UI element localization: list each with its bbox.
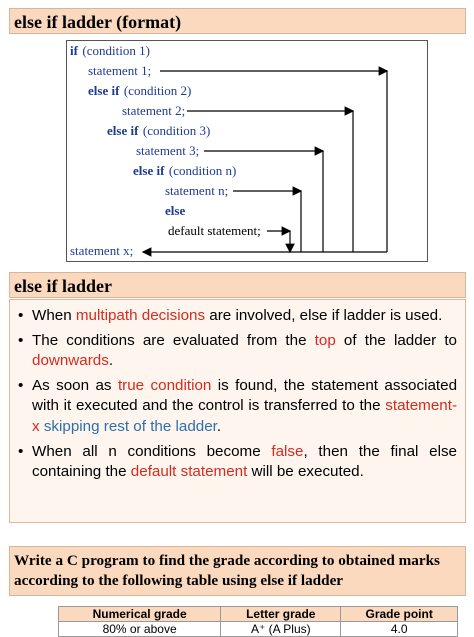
ladder-diagram — [66, 40, 428, 262]
bullet-text: . — [108, 352, 114, 370]
bullet-item — [16, 331, 457, 372]
svg-text:if (condition 1) — [70, 42, 150, 59]
bullet-text: downwards — [32, 352, 109, 370]
bullet-text: . — [216, 417, 222, 435]
bullet-text: statement-x — [32, 397, 457, 435]
statement-n: statement n; — [165, 183, 229, 198]
cell-numerical-grade: 80% or above — [59, 622, 221, 637]
statement-x: statement x; — [70, 243, 134, 258]
bullet-text: are involved, else if ladder is used. — [205, 307, 443, 324]
bullet-text: top — [314, 331, 336, 349]
bullet-item — [16, 376, 457, 438]
else-keyword: else — [165, 203, 186, 218]
statement-2: statement 2; — [122, 103, 186, 118]
else-if-keyword-3: else if — [133, 163, 165, 178]
if-keyword: if — [70, 43, 78, 58]
bullet-text: multipath decisions — [75, 307, 206, 324]
table-row — [59, 622, 458, 637]
condition-2: (condition 2) — [123, 83, 192, 98]
bullet-box — [9, 299, 466, 523]
ladder-svg — [67, 41, 429, 263]
bullet-text: When all n conditions become — [32, 442, 272, 460]
table-header-row — [59, 607, 458, 622]
svg-text:else if (condition 2) — [88, 82, 191, 99]
header-letter-grade: Letter grade — [221, 607, 341, 622]
statement-1: statement 1; — [88, 63, 152, 78]
bullet-item — [16, 442, 457, 483]
bullet-dot: • — [18, 331, 24, 349]
svg-text:else if (condition n) — [133, 162, 236, 179]
else-if-keyword-2: else if — [107, 123, 139, 138]
bullet-text: , then the final else containing the — [32, 442, 457, 481]
else-if-keyword-1: else if — [88, 83, 120, 98]
bullet-text: When — [32, 307, 76, 324]
bullet-text: false — [271, 442, 304, 460]
bullet-text: is found, the statement associated with it executed and the control is transferred to the — [32, 376, 458, 415]
bullet-text: As soon as — [32, 376, 118, 394]
bullet-text: The conditions are evaluated from the — [32, 331, 315, 349]
svg-text:else if (condition 3) — [107, 122, 210, 139]
bullet-text: true condition — [117, 376, 212, 394]
bullet-dot: • — [18, 307, 24, 324]
task-statement: Write a C program to find the grade according to obtained marks according to the following table using else if ladder — [9, 546, 466, 596]
condition-1: (condition 1) — [82, 43, 150, 58]
bullet-text: of the ladder to — [335, 331, 457, 349]
cell-letter-grade: A⁺ (A Plus) — [221, 622, 341, 637]
condition-3: (condition 3) — [142, 123, 211, 138]
default-statement: default statement; — [168, 223, 261, 238]
bullet-text: will be executed. — [247, 463, 364, 481]
header-grade-point: Grade point — [341, 607, 458, 622]
bullet-item — [16, 306, 457, 327]
cell-grade-point: 4.0 — [341, 622, 458, 637]
bullet-list — [10, 300, 465, 483]
condition-n: (condition n) — [168, 163, 237, 178]
bullet-text: skipping rest of the ladder — [43, 417, 217, 435]
header-numerical-grade: Numerical grade — [59, 607, 221, 622]
bullet-dot: • — [18, 376, 24, 394]
bullet-dot: • — [18, 442, 24, 460]
slide-title-ladder: else if ladder — [9, 272, 466, 298]
grade-table — [58, 606, 458, 637]
statement-3: statement 3; — [136, 143, 200, 158]
bullet-text: default statement — [130, 463, 248, 481]
slide-title-format: else if ladder (format) — [9, 8, 466, 34]
